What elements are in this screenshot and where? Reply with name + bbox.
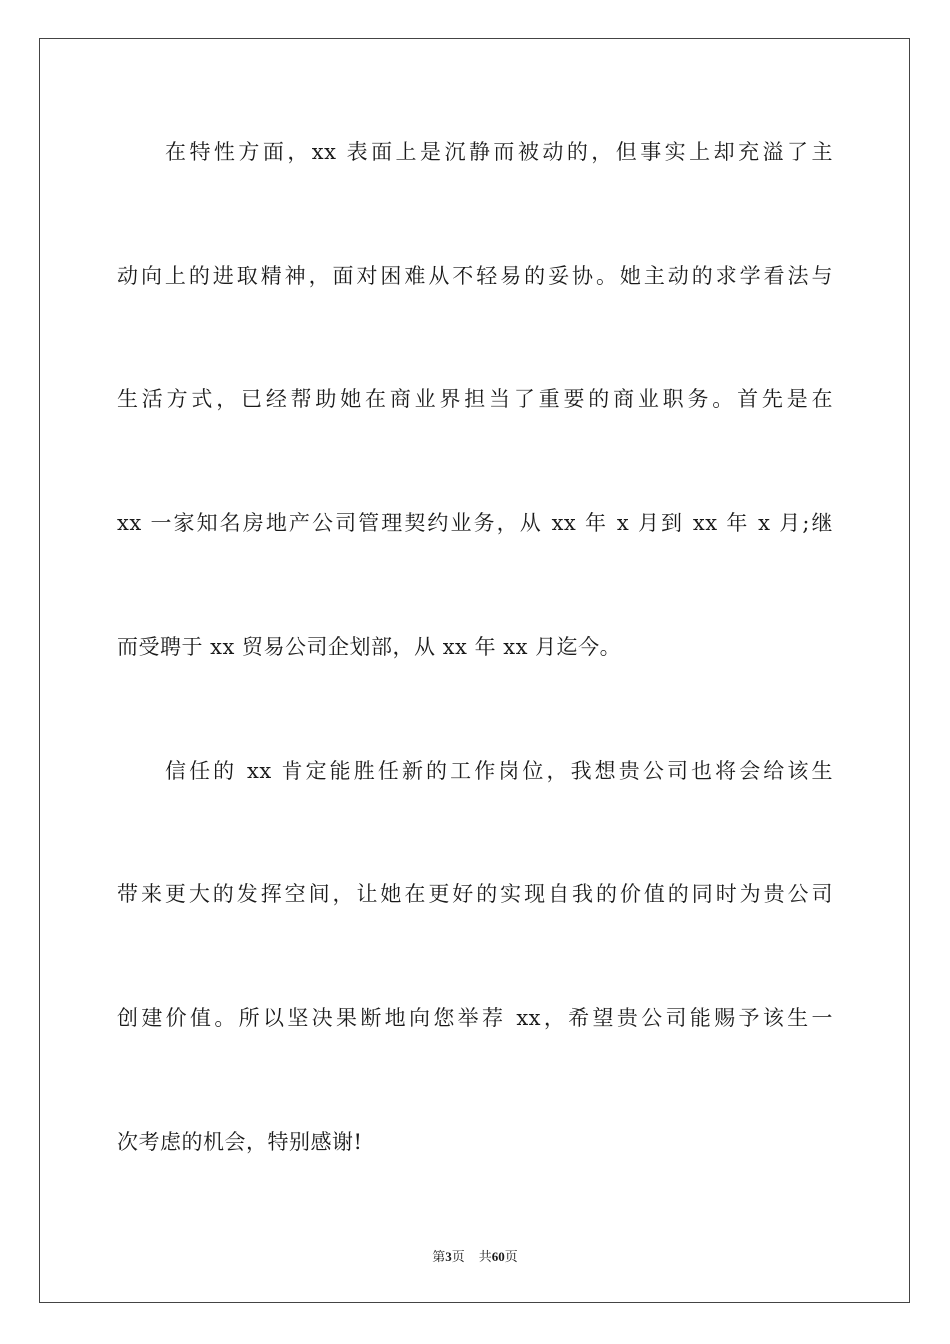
page-border [39,38,910,1303]
total-unit: 页 [504,1250,518,1265]
paragraph-line: 在特性方面，xx 表面上是沉静而被动的，但事实上却充溢了主 [165,140,833,164]
page-prefix: 第 [432,1250,446,1265]
paragraph-line: 信任的 xx 肯定能胜任新的工作岗位，我想贵公司也将会给该生 [165,759,833,783]
paragraph-line: 次考虑的机会，特别感谢! [117,1130,363,1154]
page-unit: 页 [451,1250,465,1265]
paragraph-line: 动向上的进取精神，面对困难从不轻易的妥协。她主动的求学看法与 [117,264,833,288]
total-prefix: 共 [478,1250,492,1265]
paragraph-line: 生活方式，已经帮助她在商业界担当了重要的商业职务。首先是在 [117,387,833,411]
paragraph-line: 而受聘于 xx 贸易公司企划部，从 xx 年 xx 月迄今。 [117,635,622,659]
total-page-count: 60 [491,1249,505,1264]
paragraph-line: 创建价值。所以坚决果断地向您举荐 xx，希望贵公司能赐予该生一 [117,1006,833,1030]
paragraph-line: xx 一家知名房地产公司管理契约业务，从 xx 年 x 月到 xx 年 x 月;继 [117,511,833,535]
page-footer [0,1248,950,1267]
paragraph-line: 带来更大的发挥空间，让她在更好的实现自我的价值的同时为贵公司 [117,882,833,906]
current-page-number: 3 [445,1249,452,1264]
